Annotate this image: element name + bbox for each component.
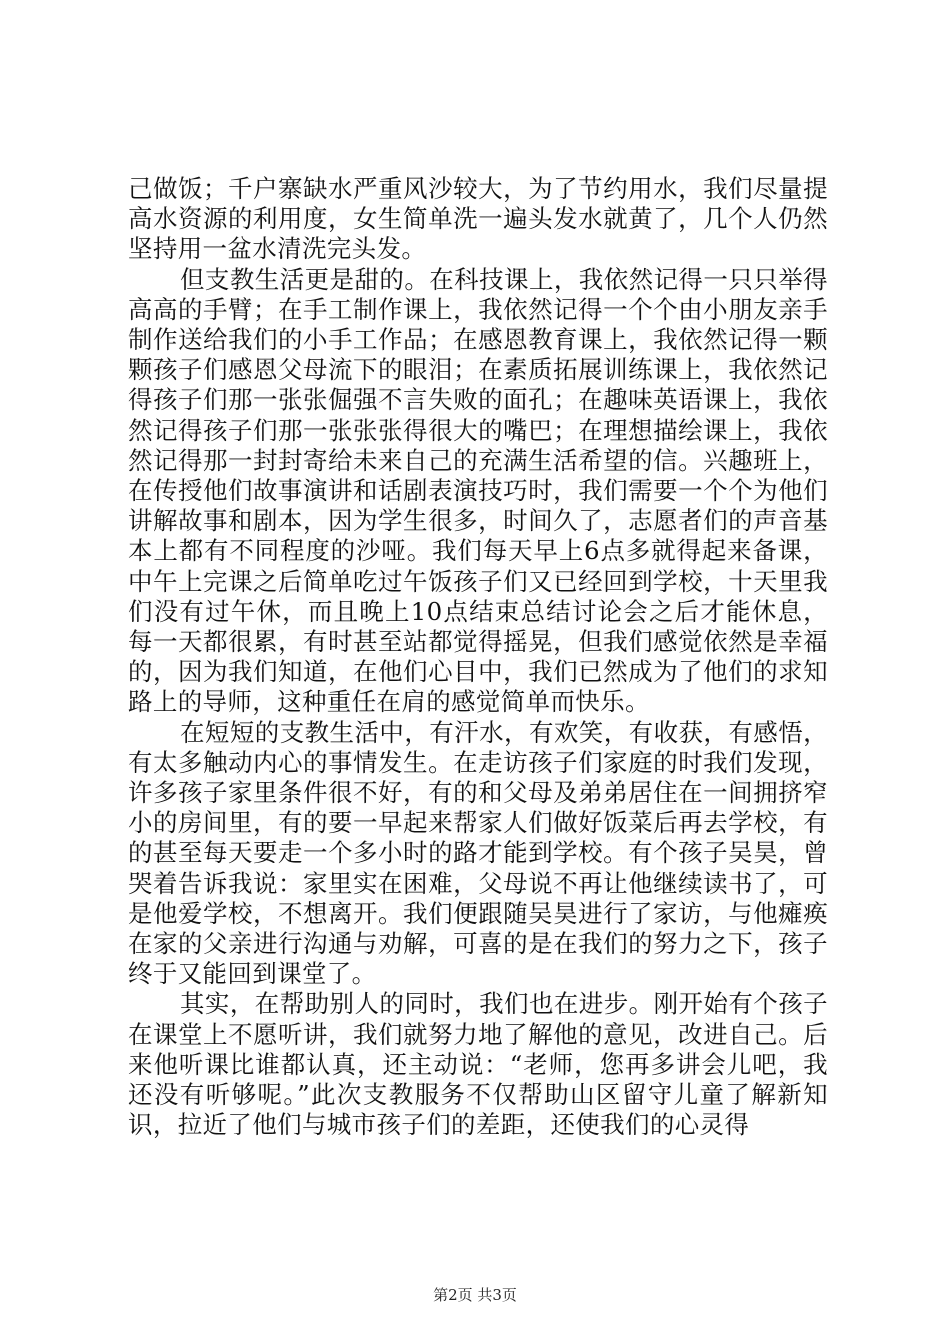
- paragraph-4: 其实，在帮助别人的同时，我们也在进步。刚开始有个孩子在课堂上不愿听讲，我们就努力地了解他的意见，改进自己。后来他听课比谁都认真，还主动说：“老师，您再多讲会儿吧，我还没有听够呢。”此次支教服务不仅帮助山区留守儿童了解新知识，拉近了他们与城市孩子们的差距，还使我们的心灵得: [128, 989, 828, 1140]
- document-body: [128, 174, 828, 1141]
- page-number-footer: 第2页 共3页: [433, 1286, 517, 1304]
- paragraph-1: 己做饭；千户寨缺水严重风沙较大，为了节约用水，我们尽量提高水资源的利用度，女生简单洗一遍头发水就黄了，几个人仍然坚持用一盆水清洗完头发。: [128, 174, 828, 264]
- paragraph-2: 但支教生活更是甜的。在科技课上，我依然记得一只只举得高高的手臂；在手工制作课上，我依然记得一个个由小朋友亲手制作送给我们的小手工作品；在感恩教育课上，我依然记得一颗颗孩子们感恩父母流下的眼泪；在素质拓展训练课上，我依然记得孩子们那一张张倔强不言失败的面孔；在趣味英语课上，我依然记得孩子们那一张张张得很大的嘴巴；在理想描绘课上，我依然记得那一封封寄给未来自己的充满生活希望的信。兴趣班上，在传授他们故事演讲和话剧表演技巧时，我们需要一个个为他们讲解故事和剧本，因为学生很多，时间久了，志愿者们的声音基本上都有不同程度的沙哑。我们每天早上6点多就得起来备课，中午上完课之后简单吃过午饭孩子们又已经回到学校，十天里我们没有过午休，而且晚上10点结束总结讨论会之后才能休息，每一天都很累，有时甚至站都觉得摇晃，但我们感觉依然是幸福的，因为我们知道，在他们心目中，我们已然成为了他们的求知路上的导师，这种重任在肩的感觉简单而快乐。: [128, 264, 828, 717]
- paragraph-3: 在短短的支教生活中，有汗水，有欢笑，有收获，有感悟，有太多触动内心的事情发生。在走访孩子们家庭的时我们发现，许多孩子家里条件很不好，有的和父母及弟弟居住在一间拥挤窄小的房间里，有的要一早起来帮家人们做好饭菜后再去学校，有的甚至每天要走一个多小时的路才能到学校。有个孩子吴昊，曾哭着告诉我说：家里实在困难，父母说不再让他继续读书了，可是他爱学校，不想离开。我们便跟随吴昊进行了家访，与他瘫痪在家的父亲进行沟通与劝解，可喜的是在我们的努力之下，孩子终于又能回到课堂了。: [128, 717, 828, 989]
